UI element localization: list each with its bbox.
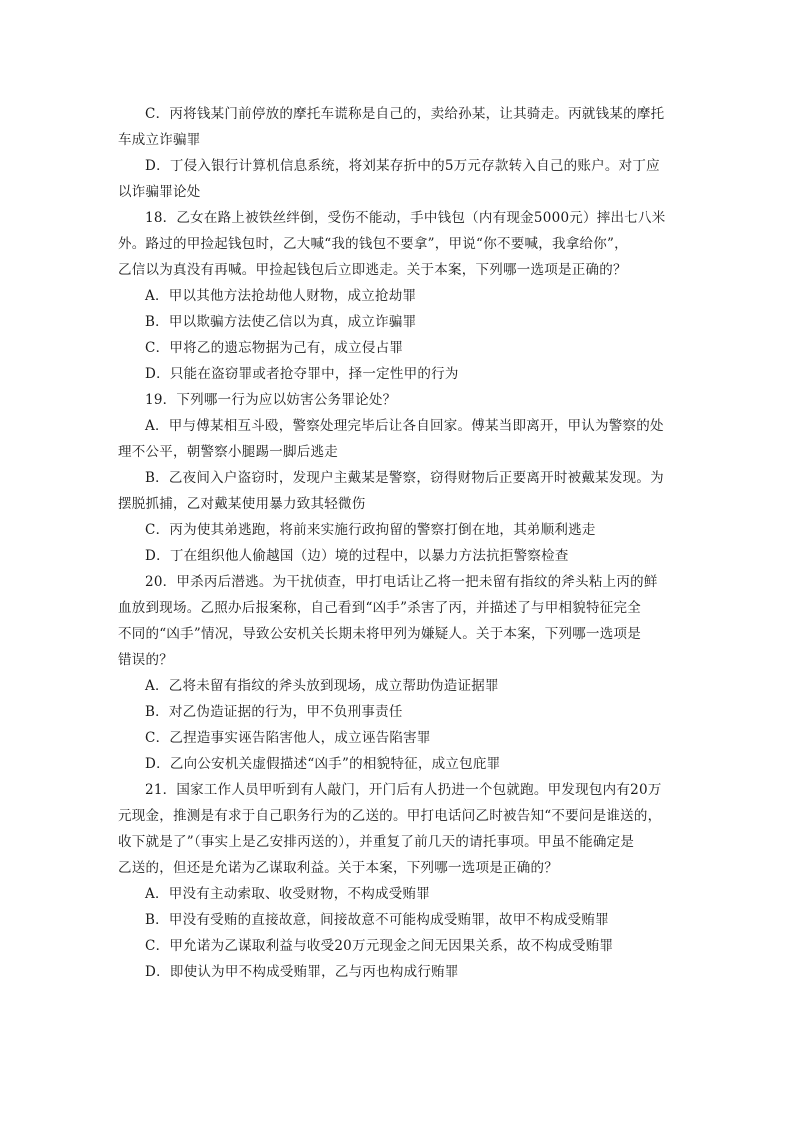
question-18-option-d: D．只能在盗窃罪或者抢夺罪中，择一定性甲的行为 xyxy=(145,366,459,382)
question-19-option-c: C．丙为使其弟逃跑，将前来实施行政拘留的警察打倒在地，其弟顺利逃走 xyxy=(145,522,596,538)
question-19-option-a-line-1: A．甲与傅某相互斗殴，警察处理完毕后让各自回家。傅某当即离开，甲认为警察的处 xyxy=(145,418,664,434)
question-19-option-a-line-2: 理不公平，朝警察小腿踢一脚后逃走 xyxy=(118,444,338,460)
question-20-option-d: D．乙向公安机关虚假描述“凶手”的相貌特征，成立包庇罪 xyxy=(145,756,501,772)
question-20-line-2: 血放到现场。乙照办后报案称，自己看到“凶手”杀害了丙，并描述了与甲相貌特征完全 xyxy=(118,600,642,616)
question-21-line-4: 乙送的，但还是允诺为乙谋取利益。关于本案，下列哪一选项是正确的？ xyxy=(118,860,558,876)
question-20-option-a: A．乙将未留有指纹的斧头放到现场，成立帮助伪造证据罪 xyxy=(145,678,499,694)
question-20-option-b: B．对乙伪造证据的行为，甲不负刑事责任 xyxy=(145,704,403,720)
question-20-line-4: 错误的？ xyxy=(118,652,173,668)
question-21-line-1: 21．国家工作人员甲听到有人敲门，开门后有人扔进一个包就跑。甲发现包内有20万 xyxy=(145,782,662,798)
question-18-line-1: 18．乙女在路上被铁丝绊倒，受伤不能动，手中钱包（内有现金5000元）摔出七八米 xyxy=(145,210,666,226)
question-18-option-a: A．甲以其他方法抢劫他人财物，成立抢劫罪 xyxy=(145,288,417,304)
question-19-option-b-line-1: B．乙夜间入户盗窃时，发现户主戴某是警察，窃得财物后正要离开时被戴某发现。为 xyxy=(145,470,664,486)
option-c-line-1: C．丙将钱某门前停放的摩托车谎称是自己的，卖给孙某，让其骑走。丙就钱某的摩托 xyxy=(145,106,665,122)
question-21-option-c: C．甲允诺为乙谋取利益与收受20万元现金之间无因果关系，故不构成受贿罪 xyxy=(145,938,614,954)
question-21-option-d: D．即使认为甲不构成受贿罪，乙与丙也构成行贿罪 xyxy=(145,964,459,980)
question-20-line-1: 20．甲杀丙后潜逃。为干扰侦查，甲打电话让乙将一把未留有指纹的斧头粘上丙的鲜 xyxy=(145,574,658,590)
question-21-line-2: 元现金，推测是有求于自己职务行为的乙送的。甲打电话问乙时被告知“不要问是谁送的， xyxy=(118,808,662,824)
question-20-line-3: 不同的“凶手”情况，导致公安机关长期未将甲列为嫌疑人。关于本案，下列哪一选项是 xyxy=(118,626,642,642)
question-18-option-b: B．甲以欺骗方法使乙信以为真，成立诈骗罪 xyxy=(145,314,417,330)
question-18-line-2: 外。路过的甲捡起钱包时，乙大喊“我的钱包不要拿”，甲说“你不要喊，我拿给你”， xyxy=(118,236,628,252)
question-19-option-d: D．丁在组织他人偷越国（边）境的过程中，以暴力方法抗拒警察检查 xyxy=(145,548,569,564)
question-18-line-3: 乙信以为真没有再喊。甲捡起钱包后立即逃走。关于本案，下列哪一选项是正确的？ xyxy=(118,262,627,278)
question-19-option-b-line-2: 摆脱抓捕，乙对戴某使用暴力致其轻微伤 xyxy=(118,496,366,512)
option-d-line-1: D．丁侵入银行计算机信息系统，将刘某存折中的5万元存款转入自己的账户。对丁应 xyxy=(145,158,660,174)
question-21-option-a: A．甲没有主动索取、收受财物，不构成受贿罪 xyxy=(145,886,430,902)
option-c-line-2: 车成立诈骗罪 xyxy=(118,132,201,148)
question-20-option-c: C．乙捏造事实诬告陷害他人，成立诬告陷害罪 xyxy=(145,730,431,746)
question-18-option-c: C．甲将乙的遗忘物据为己有，成立侵占罪 xyxy=(145,340,404,356)
option-d-line-2: 以诈骗罪论处 xyxy=(118,184,201,200)
question-21-option-b: B．甲没有受贿的直接故意，间接故意不可能构成受贿罪，故甲不构成受贿罪 xyxy=(145,912,609,928)
question-21-line-3: 收下就是了”（事实上是乙安排丙送的），并重复了前几天的请托事项。甲虽不能确定是 xyxy=(118,834,635,850)
question-19-stem: 19．下列哪一行为应以妨害公务罪论处？ xyxy=(145,392,397,408)
document-body xyxy=(118,101,678,985)
